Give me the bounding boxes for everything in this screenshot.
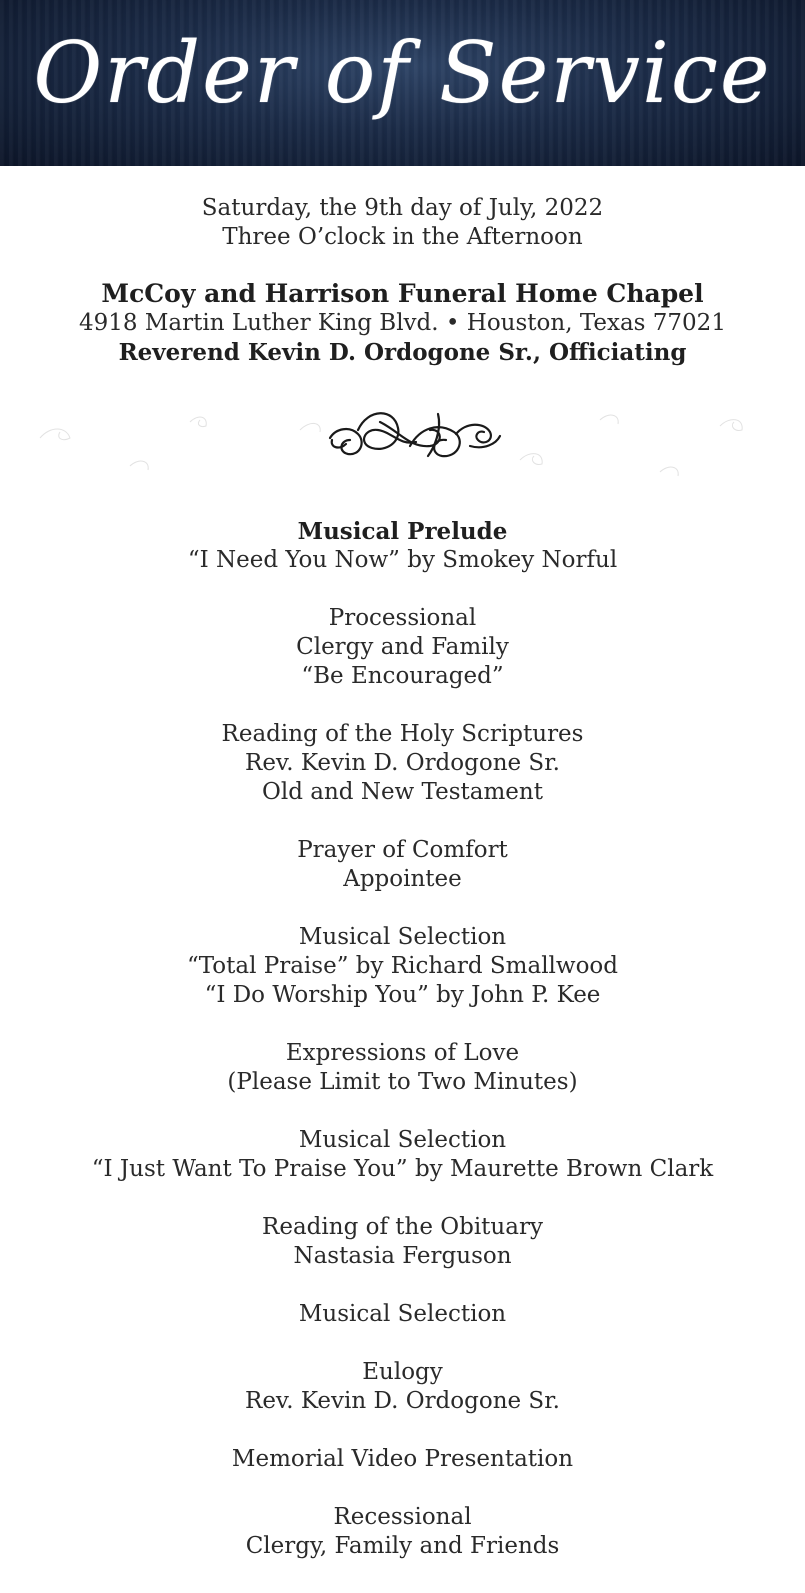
program-item-title: Processional xyxy=(328,605,477,631)
program-item-detail: “I Need You Now” by Smokey Norful xyxy=(187,547,618,573)
program-item-detail: “I Just Want To Praise You” by Maurette Brown Clark xyxy=(91,1156,714,1182)
program-item-title: Expressions of Love xyxy=(285,1040,520,1066)
program-item-detail: Clergy, Family and Friends xyxy=(245,1533,560,1559)
page-title: Order of Service xyxy=(33,24,772,122)
program-item-title: Eulogy xyxy=(362,1359,443,1385)
program-item-detail: Rev. Kevin D. Ordogone Sr. xyxy=(245,750,560,776)
program-item-title: Musical Selection xyxy=(298,924,507,950)
program-item-detail: Rev. Kevin D. Ordogone Sr. xyxy=(245,1388,560,1414)
officiant: Reverend Kevin D. Ordogone Sr., Officiating xyxy=(118,339,687,366)
program-item-title: Reading of the Obituary xyxy=(262,1214,543,1240)
service-time: Three O’clock in the Afternoon xyxy=(222,224,583,250)
program-item xyxy=(0,923,805,1010)
program-item-detail: “I Do Worship You” by John P. Kee xyxy=(204,982,601,1008)
program-item xyxy=(0,1445,805,1474)
program-item-detail: “Be Encouraged” xyxy=(301,663,504,689)
service-info xyxy=(0,194,805,252)
program-item-detail: Nastasia Ferguson xyxy=(293,1243,512,1269)
program-item xyxy=(0,1213,805,1271)
program-item xyxy=(0,836,805,894)
order-of-service-list xyxy=(0,517,805,1590)
program-item-title: Recessional xyxy=(333,1504,472,1530)
calligraphic-ornament-icon xyxy=(330,413,500,456)
program-item xyxy=(0,517,805,575)
program-item-detail: “Total Praise” by Richard Smallwood xyxy=(186,953,619,979)
program-item-detail: Old and New Testament xyxy=(262,779,543,805)
program-item-title: Reading of the Holy Scriptures xyxy=(221,721,584,747)
program-item-title: Musical Selection xyxy=(298,1301,507,1327)
program-item-title: Musical Prelude xyxy=(297,518,508,545)
program-item-detail: (Please Limit to Two Minutes) xyxy=(227,1069,578,1095)
program-item xyxy=(0,720,805,807)
program-item xyxy=(0,1039,805,1097)
program-item xyxy=(0,1300,805,1329)
program-item-detail: Clergy and Family xyxy=(296,634,509,660)
service-date: Saturday, the 9th day of July, 2022 xyxy=(201,195,604,221)
venue-info xyxy=(0,279,805,367)
venue-address: 4918 Martin Luther King Blvd. • Houston, Texas 77021 xyxy=(79,310,726,336)
venue-name: McCoy and Harrison Funeral Home Chapel xyxy=(101,279,704,308)
ornamental-divider xyxy=(0,400,805,490)
program-item-detail: Appointee xyxy=(343,866,462,892)
program-item-title: Memorial Video Presentation xyxy=(231,1446,574,1472)
header-banner xyxy=(0,0,805,166)
program-item xyxy=(0,1503,805,1561)
program-item xyxy=(0,1126,805,1184)
program-item-title: Musical Selection xyxy=(298,1127,507,1153)
program-item-title: Prayer of Comfort xyxy=(297,837,508,863)
program-item xyxy=(0,604,805,691)
program-item xyxy=(0,1358,805,1416)
